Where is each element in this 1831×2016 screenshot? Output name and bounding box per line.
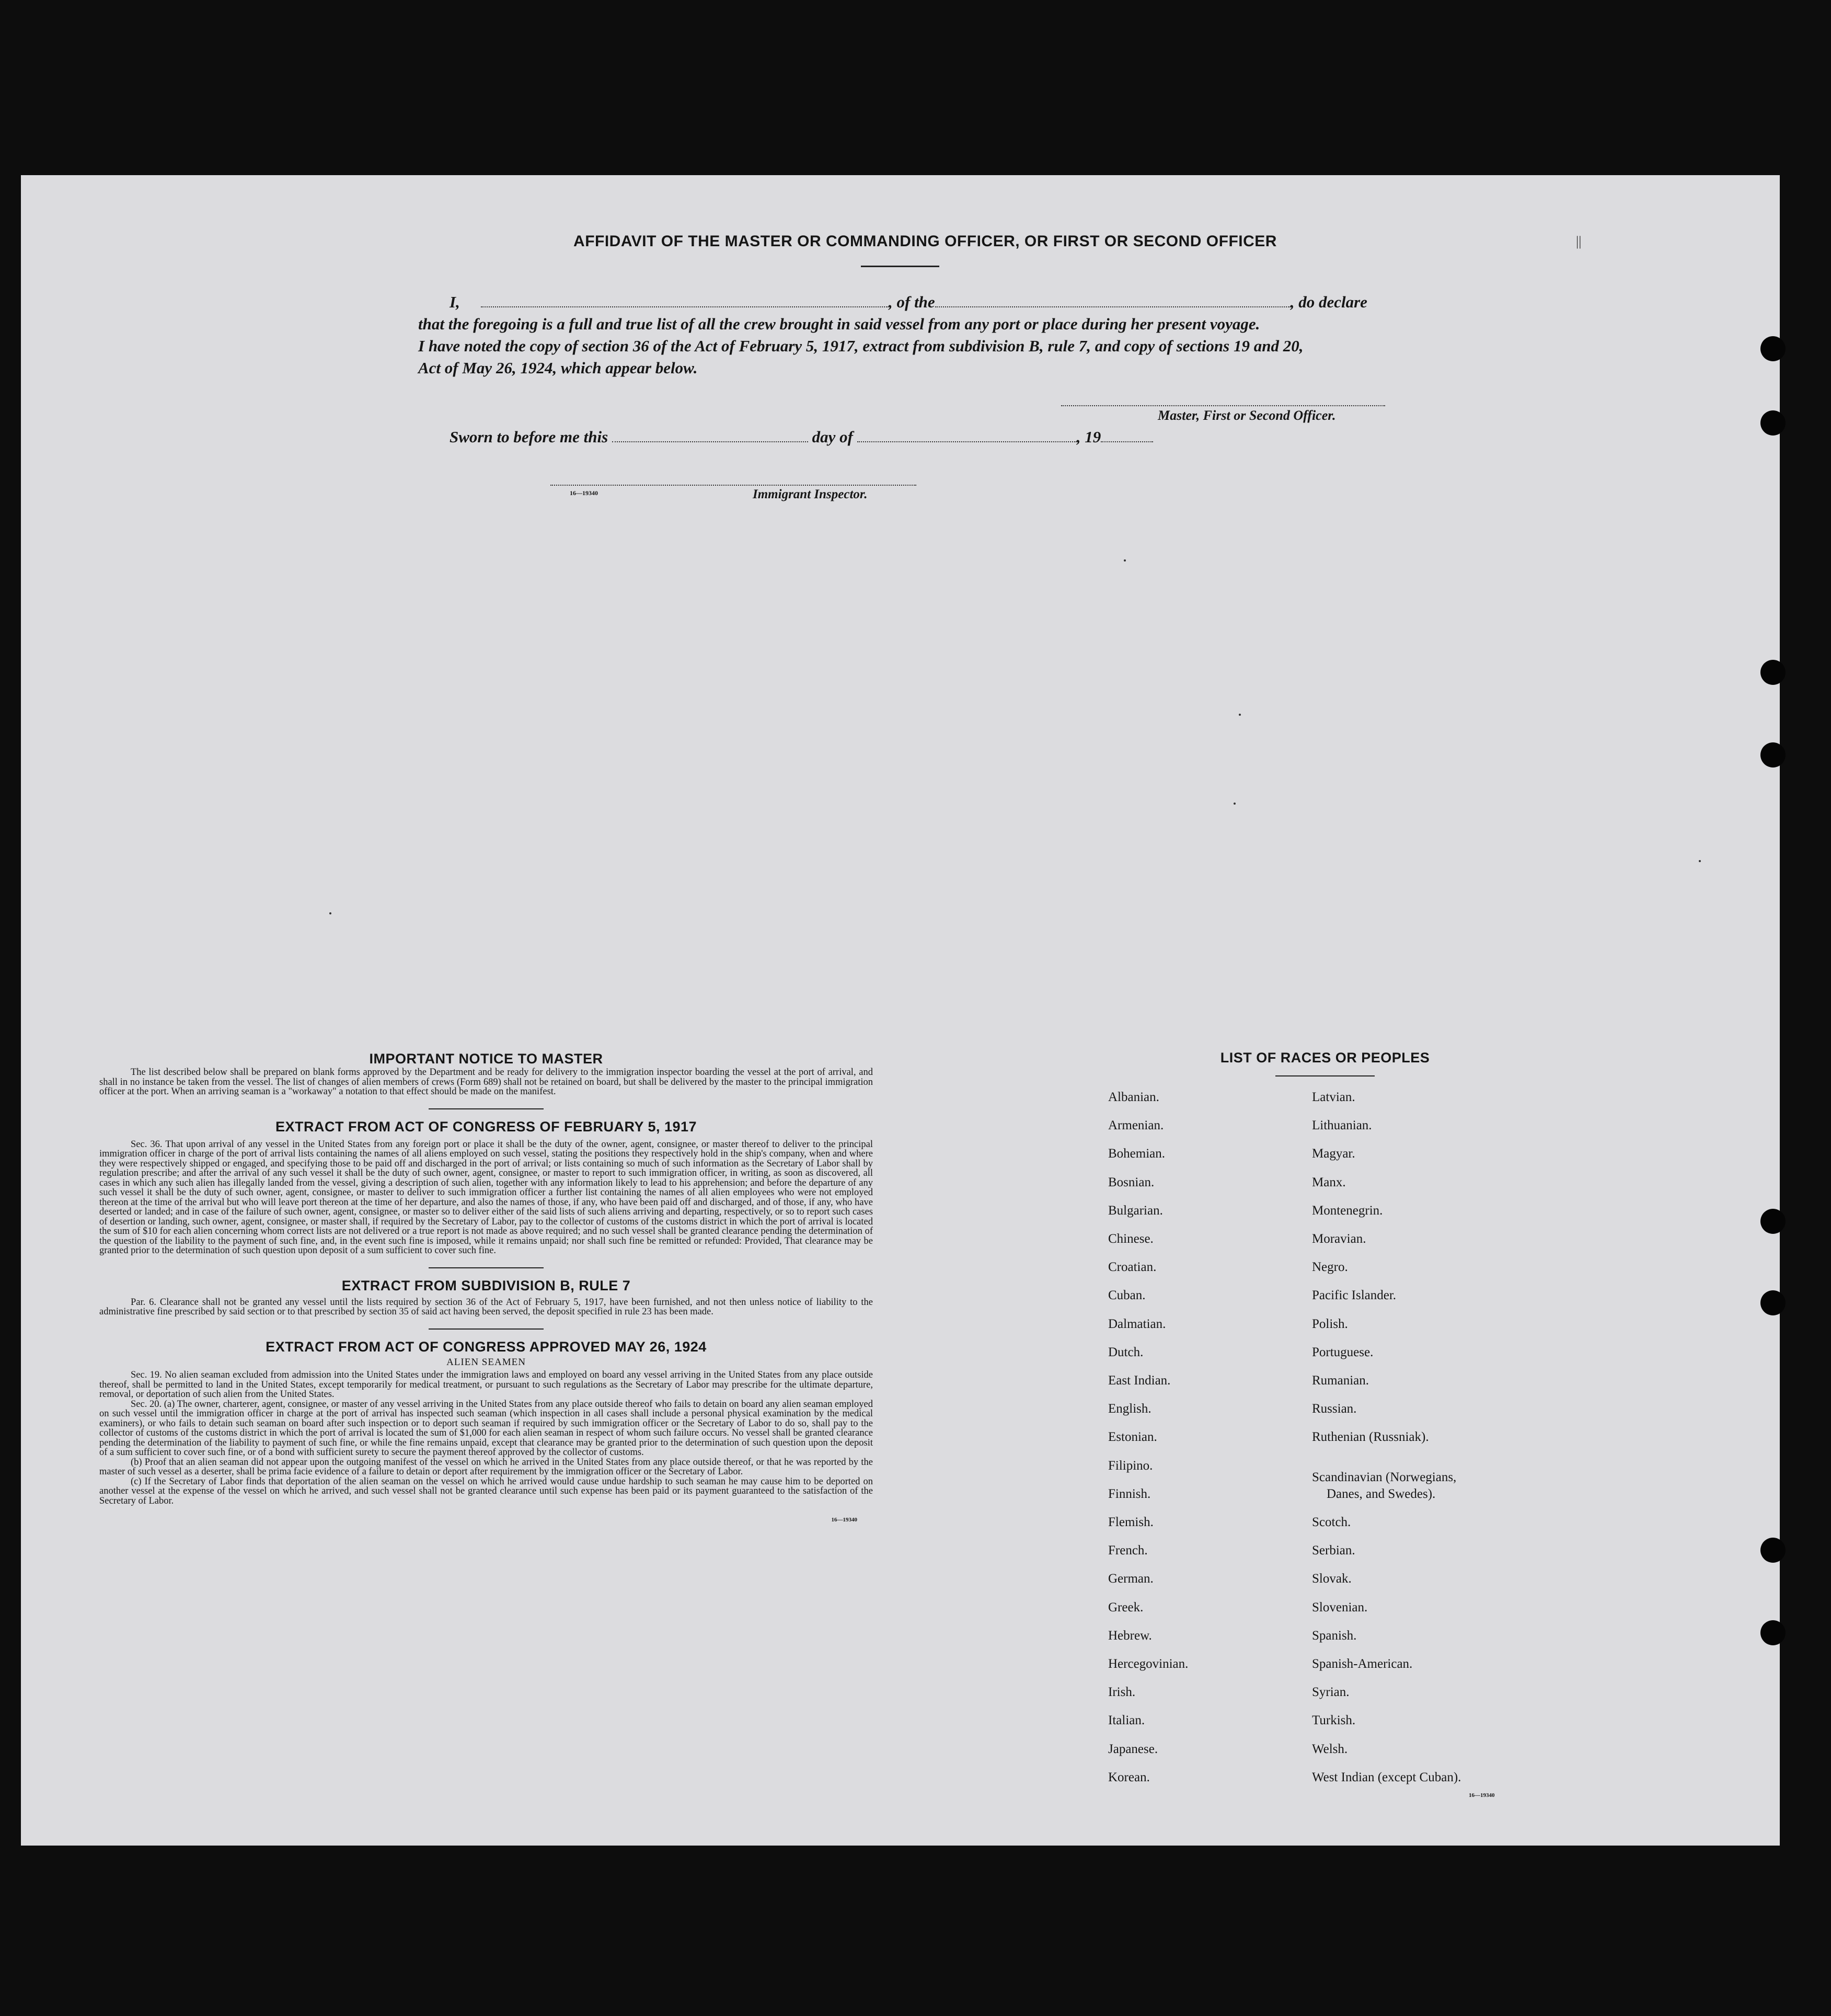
race-item: Scotch.: [1312, 1515, 1351, 1529]
paper-speck: [1699, 860, 1701, 862]
race-item: Magyar.: [1312, 1147, 1355, 1161]
race-item: Korean.: [1108, 1770, 1150, 1784]
paper-speck: [1124, 559, 1126, 562]
binder-hole: [1760, 1290, 1786, 1315]
race-item: East Indian.: [1108, 1373, 1171, 1388]
race-item: Estonian.: [1108, 1430, 1157, 1445]
race-item: Slovenian.: [1312, 1600, 1368, 1614]
act-1924-title: EXTRACT FROM ACT OF CONGRESS APPROVED MAY 26, 1924: [266, 1338, 707, 1355]
form-number-races: 16—19340: [1469, 1792, 1495, 1799]
section-divider: [429, 1108, 544, 1109]
race-item: Moravian.: [1312, 1232, 1366, 1246]
act-1917-body: Sec. 36. That upon arrival of any vessel in the United States from any foreign port or place it shall be the duty of the owner, agent, consignee, or master thereof to deliver to the principal immigration officer in charge of the port of arrival lists containing the names of all aliens employed on such vessel, stating the positions they respectively hold in the ship's company, when and where they were respectively shipped or engaged, and specifying those to be paid off and discharged in the port of arrival; or lists containing so much of such information as the Secretary of Labor shall by regulation prescribe; and after the arrival of any such vessel it shall be the duty of such owner, agent, consignee, or master to report to such immigration officer, in writing, as soon as discovered, all cases in which any such alien has illegally landed from the vessel, giving a description of such alien, together with any information likely to lead to his apprehension; and before the departure of any such vessel it shall be the duty of such owner, agent, consignee, or master to deliver to such immigration officer a further list containing the names of all alien employees who were not employed thereon at the time of the arrival but who will leave port thereon at the time of her departure, and also the names of those, if any, who have been paid off and discharged, and of those, if any, who have deserted or landed; and in case of the failure of such owner, agent, consignee, or master so to deliver either of the said lists of such aliens arriving and departing, respectively, or so to report such cases of desertion or landing, such owner, agent, consignee, or master shall, if required by the Secretary of Labor, pay to the collector of customs of the customs district in which the port of arrival is located the sum of $10 for each alien concerning whom correct lists are not delivered or a true report is not made as above required; and no such vessel shall be granted clearance pending the determination of the question of the liability to the payment of such fine, and, in the event such fine is imposed, while it remains unpaid; nor shall such fine be remitted or refunded: Provided, That clearance may be granted prior to the determination of such question upon deposit of a sum sufficient to cover such fine.: [99, 1139, 873, 1256]
affidavit-text: [418, 291, 1443, 379]
race-item: Italian.: [1108, 1713, 1145, 1728]
affidavit-line-4: Act of May 26, 1924, which appear below.: [418, 359, 698, 377]
races-title: LIST OF RACES OR PEOPLES: [1220, 1050, 1430, 1066]
race-item: Serbian.: [1312, 1543, 1355, 1558]
sworn-year-prefix: , 19: [1076, 428, 1101, 446]
race-item: Irish.: [1108, 1685, 1136, 1700]
inspector-label: Immigrant Inspector.: [753, 487, 868, 501]
race-item: Bulgarian.: [1108, 1203, 1163, 1218]
affidavit-of-the: , of the: [889, 293, 935, 311]
races-rule: [1275, 1075, 1375, 1076]
sworn-prefix: Sworn to before me this: [450, 428, 608, 446]
race-item: Slovak.: [1312, 1572, 1352, 1586]
affidavit-line-1: [418, 291, 1443, 313]
form-number-notice: 16—19340: [831, 1517, 857, 1523]
race-item: Portuguese.: [1312, 1345, 1374, 1359]
document-title: AFFIDAVIT OF THE MASTER OR COMMANDING OFFICER, OR FIRST OR SECOND OFFICER: [573, 233, 1277, 250]
race-item: Manx.: [1312, 1175, 1346, 1189]
sworn-month-field[interactable]: [857, 430, 1077, 442]
notice-title: IMPORTANT NOTICE TO MASTER: [369, 1051, 603, 1067]
rule-7-title: EXTRACT FROM SUBDIVISION B, RULE 7: [341, 1277, 631, 1293]
affidavit-do-declare: , do declare: [1290, 293, 1367, 311]
race-item: Danes, and Swedes).: [1327, 1486, 1436, 1501]
affidavit-line-3: I have noted the copy of section 36 of the Act of February 5, 1917, extract from subdivision B, rule 7, and copy of sections 19 and 20,: [418, 337, 1304, 355]
race-item: Finnish.: [1108, 1486, 1151, 1501]
sec-20b: (b) Proof that an alien seaman did not appear upon the outgoing manifest of the vessel on which he arrived in the United States from any place outside thereof, or that he was reported by the master of such vessel as a deserter, shall be prima facie evidence of a failure to detain or deport after requirement by the immigration officer or the Secretary of Labor.: [99, 1457, 873, 1477]
race-item: Greek.: [1108, 1600, 1144, 1614]
sworn-day-field[interactable]: [612, 430, 808, 442]
affidavit-line-2: that the foregoing is a full and true list of all the crew brought in said vessel from any port or place during her present voyage.: [418, 315, 1260, 333]
binder-hole: [1760, 1538, 1786, 1563]
paper-speck: [1239, 714, 1241, 716]
race-item: Latvian.: [1312, 1090, 1355, 1104]
sworn-day-of: day of: [812, 428, 853, 446]
race-item: Japanese.: [1108, 1742, 1158, 1756]
race-item: Welsh.: [1312, 1742, 1348, 1756]
race-item: Montenegrin.: [1312, 1203, 1383, 1218]
race-item: Dalmatian.: [1108, 1316, 1166, 1331]
race-item: Filipino.: [1108, 1458, 1153, 1473]
race-item: Hercegovinian.: [1108, 1657, 1189, 1671]
race-item: Cuban.: [1108, 1288, 1146, 1303]
binder-hole: [1760, 1620, 1786, 1645]
rule-7-body: Par. 6. Clearance shall not be granted any vessel until the lists required by section 36 of the Act of February 5, 1917, have been furnished, and not then unless notice of liability to the administrative fine prescribed by said section or to that prescribed by section 35 of said act having been served, the deposit specified in rule 23 has been made.: [99, 1297, 873, 1317]
alien-seamen-subtitle: ALIEN SEAMEN: [446, 1356, 526, 1368]
race-item: Spanish-American.: [1312, 1657, 1413, 1671]
sworn-statement: [450, 428, 1234, 446]
master-signature-label: Master, First or Second Officer.: [1158, 408, 1336, 423]
affidavit-pronoun: I,: [450, 293, 460, 311]
race-item: Bohemian.: [1108, 1147, 1166, 1161]
binder-hole: [1760, 336, 1786, 361]
binder-hole: [1760, 410, 1786, 436]
notice-body: The list described below shall be prepared on blank forms approved by the Department and be ready for delivery to the immigration inspector boarding the vessel at the port of arrival, and shall in no instance be taken from the vessel. The list of changes of alien members of crews (Form 689) shall not be retained on board, but shall be delivered by the master to the principal immigration officer at the port. When an arriving seaman is a "workaway" a notation to that effect should be made on the manifest.: [99, 1067, 873, 1097]
title-rule: [861, 266, 939, 267]
race-item: Flemish.: [1108, 1515, 1154, 1529]
sworn-year-field[interactable]: [1101, 430, 1153, 442]
race-item: Dutch.: [1108, 1345, 1144, 1359]
race-item: Bosnian.: [1108, 1175, 1155, 1189]
race-item: Syrian.: [1312, 1685, 1350, 1700]
race-item: Scandinavian (Norwegians,: [1312, 1470, 1457, 1484]
race-item: Pacific Islander.: [1312, 1288, 1397, 1303]
race-item: French.: [1108, 1543, 1148, 1558]
sec-19: Sec. 19. No alien seaman excluded from admission into the United States under the immigration laws and employed on board any vessel arriving in the United States from any place outside thereof, shall be permitted to land in the United States, except temporarily for medical treatment, or pursuant to such regulations as the Secretary of Labor may prescribe for the ultimate departure, removal, or deportation of such alien from the United States.: [99, 1370, 873, 1400]
race-item: Negro.: [1312, 1260, 1348, 1275]
notice-section: [99, 1050, 873, 1525]
race-item: Spanish.: [1312, 1628, 1357, 1643]
race-item: Turkish.: [1312, 1713, 1356, 1728]
act-1917-title: EXTRACT FROM ACT OF CONGRESS OF FEBRUARY 5, 1917: [275, 1118, 697, 1135]
sec-20a: Sec. 20. (a) The owner, charterer, agent, consignee, or master of any vessel arriving in the United States from any place outside thereof who fails to detain on board any alien seaman employed on such vessel until the immigration officer in charge at the port of arrival has inspected such seaman (which inspection in all cases shall include a personal physical examination by the medical examiners), or who fails to detain such seaman on board after such inspection or to deport such seaman if required by such immigration officer or the Secretary of Labor to do so, shall pay to the collector of customs of the customs district in which the port of arrival is located the sum of $1,000 for each alien seaman in respect of whom such failure occurs. No vessel shall be granted clearance pending the determination of the liability to payment of such fine, or while the fine remains unpaid, except that clearance may be granted prior to the determination of such question upon the deposit of a sum sufficient to cover such fine, or of a bond with sufficient surety to secure the payment thereof approved by the collector of customs.: [99, 1399, 873, 1458]
race-item: Polish.: [1312, 1316, 1348, 1331]
vessel-name-field[interactable]: [935, 294, 1291, 307]
race-item: English.: [1108, 1402, 1151, 1416]
race-item: Albanian.: [1108, 1090, 1159, 1104]
race-item: West Indian (except Cuban).: [1312, 1770, 1461, 1784]
section-divider: [429, 1267, 544, 1268]
officer-name-field[interactable]: [481, 294, 889, 307]
race-item: Rumanian.: [1312, 1373, 1369, 1388]
sec-20c: (c) If the Secretary of Labor finds that deportation of the alien seaman on the vessel on which he arrived would cause undue hardship to such seaman he may cause him to be deported on another vessel at the expense of the vessel on which he arrived, and such vessel shall not be granted clearance until such expense has been paid or its payment guaranteed to the satisfaction of the Secretary of Labor.: [99, 1476, 873, 1506]
binder-hole: [1760, 742, 1786, 768]
race-item: Croatian.: [1108, 1260, 1157, 1275]
race-item: German.: [1108, 1572, 1154, 1586]
race-item: Lithuanian.: [1312, 1118, 1372, 1133]
paper-speck: [1234, 803, 1236, 805]
binder-hole: [1760, 1209, 1786, 1234]
race-item: Ruthenian (Russniak).: [1312, 1430, 1429, 1445]
paper-speck: [329, 912, 331, 914]
race-item: Chinese.: [1108, 1232, 1154, 1246]
race-item: Russian.: [1312, 1402, 1357, 1416]
inspector-signature-line[interactable]: [550, 485, 916, 486]
form-number-top: 16—19340: [570, 489, 598, 497]
binder-hole: [1760, 660, 1786, 685]
section-divider: [429, 1328, 544, 1330]
race-item: Hebrew.: [1108, 1628, 1152, 1643]
document-page: [21, 175, 1780, 1846]
corner-mark: ||: [1576, 234, 1582, 249]
master-signature-line[interactable]: [1061, 405, 1385, 406]
race-item: Armenian.: [1108, 1118, 1164, 1133]
